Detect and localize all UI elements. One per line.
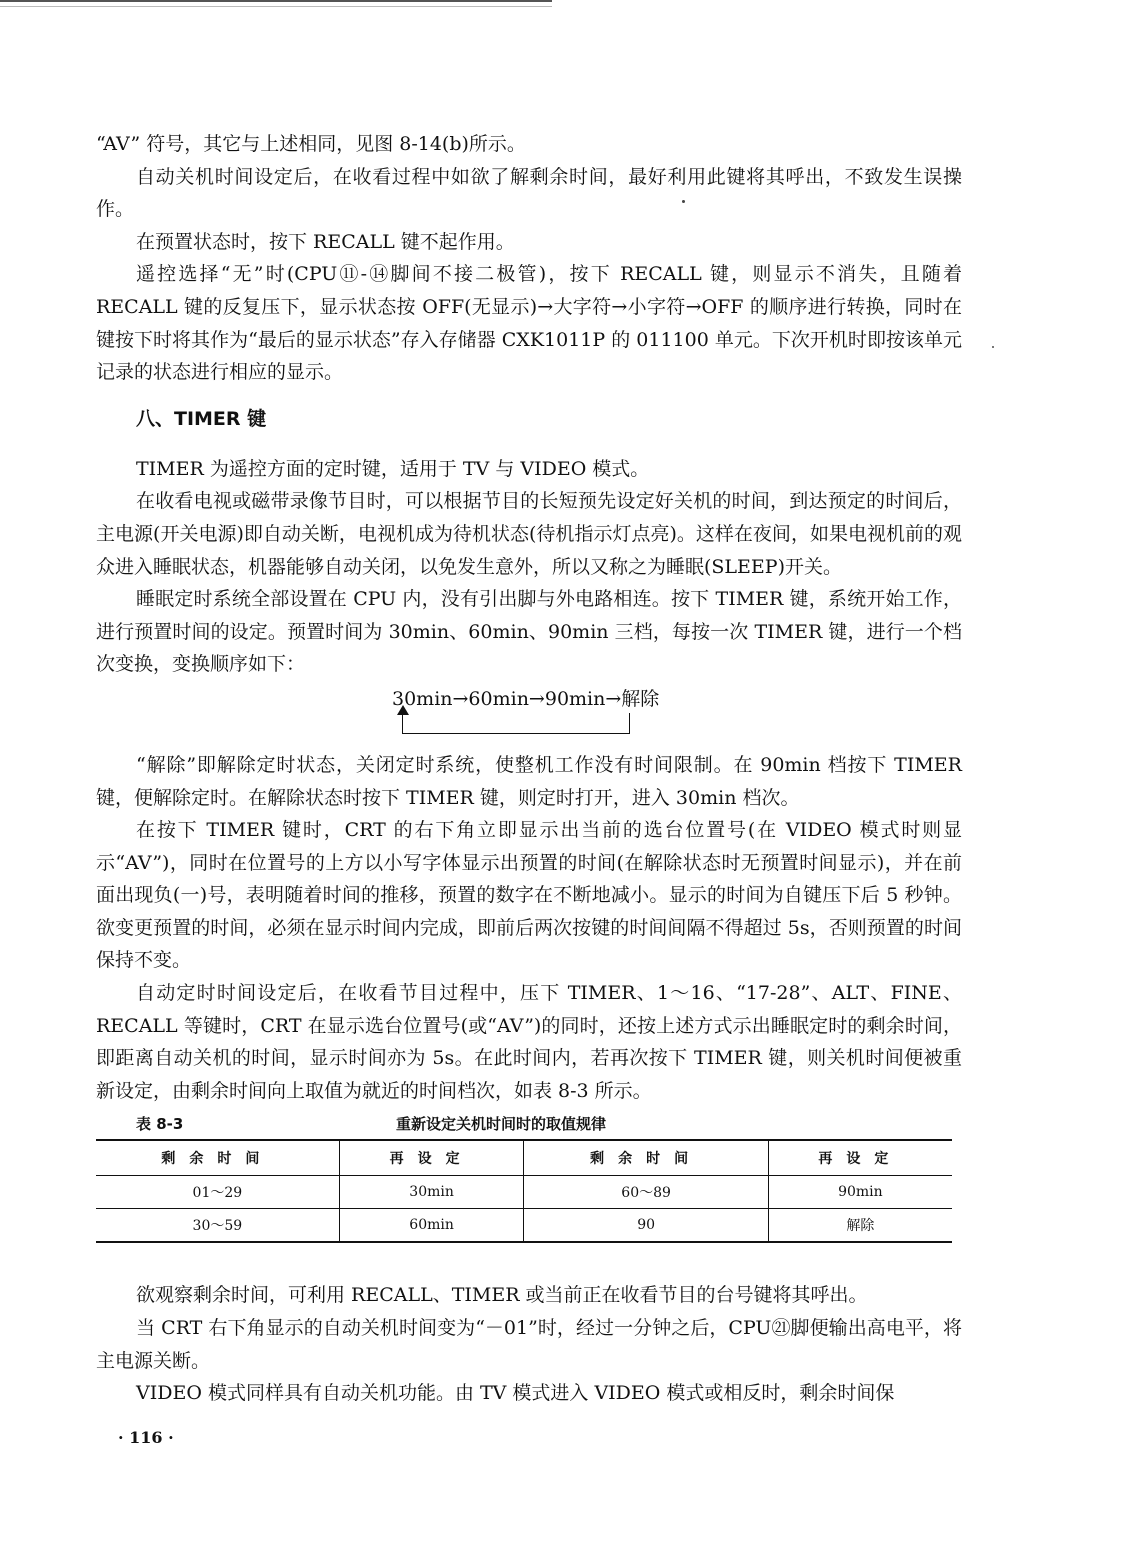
top-scan-line-thin bbox=[0, 6, 552, 7]
paragraph: 在按下 TIMER 键时，CRT 的右下角立即显示出当前的选台位置号(在 VIDEO 模式时则显示“AV”)，同时在位置号的上方以小写字体显示出预置的时间(在解除状态时无预置时间显示)，并在前面出现负(一)号，表明随着时间的推移，预置的数字在不断地减小。显示的时间为自键压下后 5 秒钟。欲变更预置的时间，必须在显示时间内完成，即前后两次按键的时间间隔不得超过 5s，否则预置的时间保持不变。 bbox=[96, 819, 962, 972]
paragraph: 当 CRT 右下角显示的自动关机时间变为“－01”时，经过一分钟之后，CPU㉑脚便输出高电平，将主电源关断。 bbox=[96, 1317, 962, 1372]
paragraph: 睡眠定时系统全部设置在 CPU 内，没有引出脚与外电路相连。按下 TIMER 键，系统开始工作，进行预置时间的设定。预置时间为 30min、60min、90min 三档，每按一次 TIMER 键，进行一个档次变换，变换顺序如下： bbox=[96, 588, 962, 676]
column-header: 剩余时间 bbox=[524, 1140, 768, 1176]
timer-cycle-sequence: 30min→60min→90min→解除 bbox=[392, 687, 660, 710]
column-header: 再设定 bbox=[768, 1140, 952, 1176]
table-cell: 解除 bbox=[768, 1209, 952, 1243]
paragraph: 在预置状态时，按下 RECALL 键不起作用。 bbox=[136, 230, 515, 253]
table-header-row bbox=[96, 1140, 952, 1176]
table-cell: 01～29 bbox=[96, 1176, 339, 1209]
paragraph: TIMER 为遥控方面的定时键，适用于 TV 与 VIDEO 模式。 bbox=[136, 457, 650, 480]
paragraph: 自动关机时间设定后，在收看过程中如欲了解剩余时间，最好利用此键将其呼出，不致发生误操作。 bbox=[96, 165, 962, 221]
paragraph: 在收看电视或磁带录像节目时，可以根据节目的长短预先设定好关机的时间，到达预定的时间后，主电源(开关电源)即自动关断，电视机成为待机状态(待机指示灯点亮)。这样在夜间，如果电视机前的观众进入睡眠状态，机器能够自动关闭，以免发生意外，所以又称之为睡眠(SLEEP)开关。 bbox=[96, 490, 962, 578]
table-cell: 60～89 bbox=[524, 1176, 768, 1209]
column-header: 再设定 bbox=[339, 1140, 524, 1176]
table-caption bbox=[96, 1109, 962, 1139]
table-row bbox=[96, 1209, 952, 1243]
paragraph: VIDEO 模式同样具有自动关机功能。由 TV 模式进入 VIDEO 模式或相反时，剩余时间保 bbox=[136, 1382, 895, 1405]
page-number: · 116 · bbox=[118, 1428, 174, 1447]
paragraph: 欲观察剩余时间，可利用 RECALL、TIMER 或当前正在收看节目的台号键将其呼出。 bbox=[136, 1284, 868, 1307]
table-number: 表 8-3 bbox=[136, 1115, 184, 1134]
table-cell: 60min bbox=[339, 1209, 524, 1243]
section-heading: 八、TIMER 键 bbox=[136, 407, 267, 430]
paragraph: “AV” 符号，其它与上述相同，见图 8-14(b)所示。 bbox=[96, 133, 526, 155]
reset-value-table bbox=[96, 1139, 952, 1243]
paragraph: 自动定时时间设定后，在收看节目过程中，压下 TIMER、1～16、“17-28”、ALT、FINE、RECALL 等键时，CRT 在显示选台位置号(或“AV”)的同时，还按上述方式示出睡眠定时的剩余时间，即距离自动关机的时间，显示时间亦为 5s。在此时间内，若再次按下 TIMER 键，则关机时间便被重新设定，由剩余时间向上取值为就近的时间档次，如表 8-3 所示。 bbox=[96, 982, 962, 1102]
scan-speck bbox=[992, 346, 994, 348]
top-scan-line bbox=[0, 0, 552, 2]
page-body bbox=[96, 128, 962, 1410]
arrow-up-icon bbox=[397, 705, 409, 715]
table-cell: 90min bbox=[768, 1176, 952, 1209]
table-cell: 90 bbox=[524, 1209, 768, 1243]
table-cell: 30min bbox=[339, 1176, 524, 1209]
timer-cycle-diagram bbox=[96, 683, 962, 747]
paragraph: 遥控选择“无”时(CPU⑪-⑭脚间不接二极管)，按下 RECALL 键，则显示不消失，且随着 RECALL 键的反复压下，显示状态按 OFF(无显示)→大字符→小字符→OFF 的顺序进行转换，同时在键按下时将其作为“最后的显示状态”存入存储器 CXK1011P 的 011100 单元。下次开机时即按该单元记录的状态进行相应的显示。 bbox=[96, 263, 962, 384]
return-loop-line bbox=[402, 713, 630, 734]
table-row bbox=[96, 1176, 952, 1209]
table-title: 重新设定关机时间时的取值规律 bbox=[396, 1115, 607, 1134]
column-header: 剩余时间 bbox=[96, 1140, 339, 1176]
table-cell: 30～59 bbox=[96, 1209, 339, 1243]
paragraph: “解除”即解除定时状态，关闭定时系统，使整机工作没有时间限制。在 90min 档按下 TIMER 键，便解除定时。在解除状态时按下 TIMER 键，则定时打开，进入 30min 档次。 bbox=[96, 753, 962, 809]
